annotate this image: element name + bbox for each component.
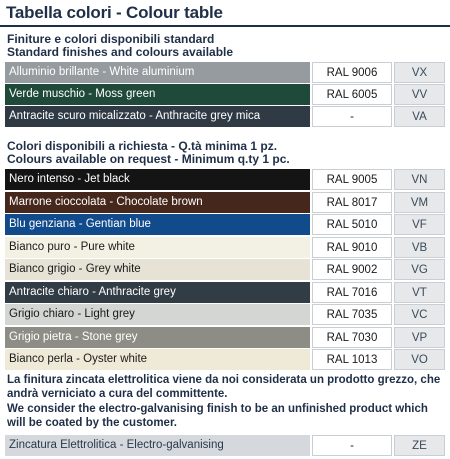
colour-row [5, 435, 445, 456]
colour-row [5, 237, 445, 258]
colour-swatch-name: Marrone cioccolata - Chocolate brown [5, 192, 310, 213]
colour-swatch-name: Blu genziana - Gentian blue [5, 214, 310, 235]
ral-code: RAL 9002 [312, 259, 392, 280]
colour-swatch-name: Grigio pietra - Stone grey [5, 327, 310, 348]
finish-code: VO [394, 349, 445, 370]
colour-swatch-name: Antracite scuro micalizzato - Anthracite grey mica [5, 106, 310, 127]
ral-code: RAL 9005 [312, 169, 392, 190]
finish-code: VX [394, 62, 445, 83]
colour-swatch-name: Bianco perla - Oyster white [5, 349, 310, 370]
ral-code: RAL 1013 [312, 349, 392, 370]
colour-row [5, 214, 445, 235]
finish-code: VF [394, 214, 445, 235]
finish-code: VP [394, 327, 445, 348]
colour-row [5, 169, 445, 190]
colour-swatch-name: Grigio chiaro - Light grey [5, 304, 310, 325]
ral-code: RAL 7016 [312, 282, 392, 303]
page-title: Tabella colori - Colour table [6, 3, 223, 22]
request-heading-en: Colours available on request - Minimum q.ty 1 pc. [7, 152, 290, 166]
finish-code: VM [394, 192, 445, 213]
galvanising-note-en: We consider the electro-galvanising finish to be an unfinished product which will be coated by the customer. [7, 403, 428, 429]
finish-code: VB [394, 237, 445, 258]
ral-code: - [312, 435, 392, 456]
finish-code: VG [394, 259, 445, 280]
colour-row [5, 259, 445, 280]
standard-heading-it: Finiture e colori disponibili standard [7, 32, 215, 46]
galvanising-note-it: La finitura zincata elettrolitica viene da noi considerata un prodotto grezzo, che andrà verniciato a cura del committente. [7, 374, 441, 400]
colour-swatch-name: Bianco puro - Pure white [5, 237, 310, 258]
colour-row [5, 106, 445, 127]
ral-code: RAL 9010 [312, 237, 392, 258]
finish-code: VN [394, 169, 445, 190]
colour-row [5, 327, 445, 348]
finish-code: VC [394, 304, 445, 325]
colour-row [5, 349, 445, 370]
colour-row [5, 304, 445, 325]
colour-row [5, 84, 445, 105]
colour-swatch-name: Antracite chiaro - Anthracite grey [5, 282, 310, 303]
colour-swatch-name: Bianco grigio - Grey white [5, 259, 310, 280]
request-heading-it: Colori disponibili a richiesta - Q.tà minima 1 pz. [7, 139, 278, 153]
colour-row [5, 282, 445, 303]
standard-heading-en: Standard finishes and colours available [7, 45, 234, 59]
colour-row [5, 192, 445, 213]
colour-swatch-name: Nero intenso - Jet black [5, 169, 310, 190]
ral-code: RAL 7035 [312, 304, 392, 325]
colour-swatch-name: Zincatura Elettrolitica - Electro-galvanising [5, 435, 310, 456]
colour-row [5, 62, 445, 83]
ral-code: RAL 8017 [312, 192, 392, 213]
title-underline [0, 25, 450, 27]
colour-swatch-name: Alluminio brillante - White aluminium [5, 62, 310, 83]
ral-code: RAL 9006 [312, 62, 392, 83]
ral-code: RAL 5010 [312, 214, 392, 235]
finish-code: VV [394, 84, 445, 105]
finish-code: VA [394, 106, 445, 127]
colour-swatch-name: Verde muschio - Moss green [5, 84, 310, 105]
finish-code: VT [394, 282, 445, 303]
ral-code: RAL 7030 [312, 327, 392, 348]
ral-code: - [312, 106, 392, 127]
ral-code: RAL 6005 [312, 84, 392, 105]
finish-code: ZE [394, 435, 445, 456]
